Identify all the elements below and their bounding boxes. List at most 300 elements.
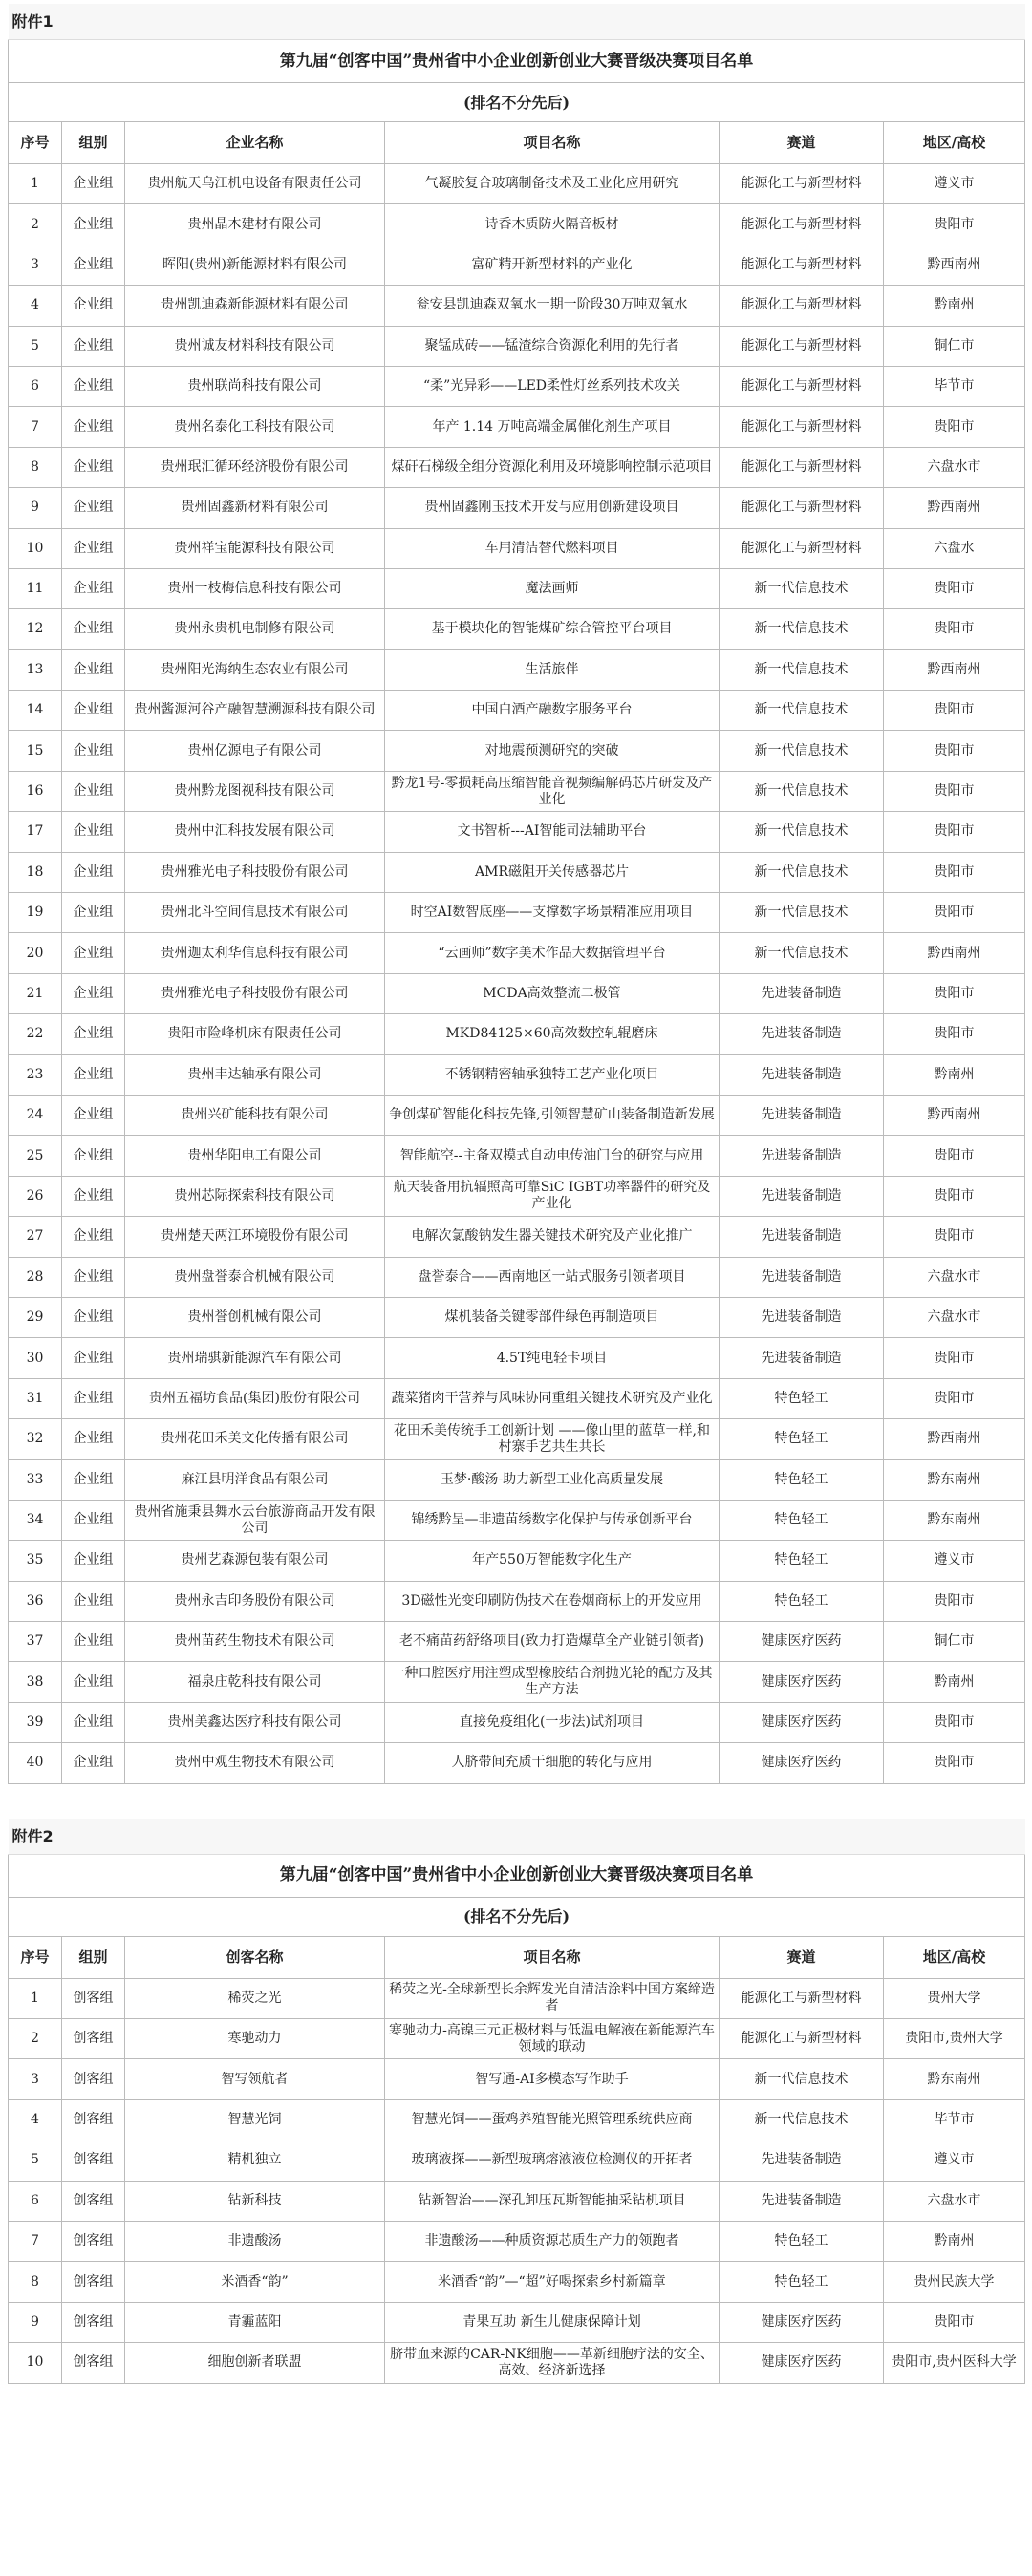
cell-project: 黔龙1号-零损耗高压缩智能音视频编解码芯片研发及产业化 (385, 771, 720, 811)
table-row (9, 1378, 1025, 1418)
cell-track: 新一代信息技术 (720, 649, 884, 690)
cell-project: 魔法画师 (385, 568, 720, 608)
cell-region: 贵阳市 (884, 771, 1025, 811)
table-row (9, 1581, 1025, 1621)
cell-group: 企业组 (62, 1662, 125, 1702)
cell-track: 先进装备制造 (720, 2181, 884, 2221)
cell-track: 新一代信息技术 (720, 2059, 884, 2099)
cell-name: 贵州兴矿能科技有限公司 (125, 1095, 385, 1135)
table-row (9, 366, 1025, 406)
cell-track: 特色轻工 (720, 2221, 884, 2261)
cell-project: 锦绣黔呈—非遗苗绣数字化保护与传承创新平台 (385, 1500, 720, 1540)
table-row (9, 731, 1025, 771)
cell-project: 米酒香“韵”—“超”好喝探索乡村新篇章 (385, 2262, 720, 2302)
table-row (9, 568, 1025, 608)
cell-region: 贵阳市 (884, 973, 1025, 1013)
cell-track: 特色轻工 (720, 1500, 884, 1540)
cell-project: 脐带血来源的CAR-NK细胞——革新细胞疗法的安全、高效、经济新选择 (385, 2343, 720, 2383)
cell-name: 贵州迦太利华信息科技有限公司 (125, 933, 385, 973)
cell-track: 能源化工与新型材料 (720, 245, 884, 285)
cell-index: 23 (9, 1054, 62, 1095)
table-row (9, 1622, 1025, 1662)
cell-name: 贵州省施秉县舞水云台旅游商品开发有限公司 (125, 1500, 385, 1540)
cell-group: 企业组 (62, 812, 125, 852)
cell-track: 能源化工与新型材料 (720, 488, 884, 528)
cell-name: 贵州五福坊食品(集团)股份有限公司 (125, 1378, 385, 1418)
cell-track: 能源化工与新型材料 (720, 528, 884, 568)
cell-name: 贵州凯迪森新能源材料有限公司 (125, 286, 385, 326)
table-row (9, 2343, 1025, 2383)
cell-group: 企业组 (62, 407, 125, 447)
table-row (9, 2302, 1025, 2342)
cell-project: 直接免疫组化(一步法)试剂项目 (385, 1702, 720, 1742)
table-row (9, 771, 1025, 811)
cell-group: 企业组 (62, 1136, 125, 1176)
cell-name: 贵州美鑫达医疗科技有限公司 (125, 1702, 385, 1742)
table-row (9, 1176, 1025, 1216)
cell-index: 38 (9, 1662, 62, 1702)
cell-index: 10 (9, 2343, 62, 2383)
cell-index: 27 (9, 1217, 62, 1257)
cell-region: 黔东南州 (884, 2059, 1025, 2099)
cell-track: 健康医疗医药 (720, 2343, 884, 2383)
cell-region: 贵阳市 (884, 852, 1025, 892)
cell-project: 聚锰成砖——锰渣综合资源化利用的先行者 (385, 326, 720, 366)
cell-group: 企业组 (62, 1297, 125, 1337)
cell-index: 14 (9, 691, 62, 731)
cell-name: 贵州中汇科技发展有限公司 (125, 812, 385, 852)
cell-project: 航天装备用抗辐照高可靠SiC IGBT功率器件的研究及产业化 (385, 1176, 720, 1216)
cell-track: 新一代信息技术 (720, 731, 884, 771)
sheet (8, 4, 1024, 2384)
cell-region: 黔西南州 (884, 1095, 1025, 1135)
cell-project: 不锈钢精密轴承独特工艺产业化项目 (385, 1054, 720, 1095)
cell-track: 新一代信息技术 (720, 691, 884, 731)
table-row (9, 649, 1025, 690)
cell-group: 企业组 (62, 1581, 125, 1621)
cell-project: 寒驰动力-高镍三元正极材料与低温电解液在新能源汽车领域的联动 (385, 2019, 720, 2059)
cell-group: 企业组 (62, 286, 125, 326)
cell-region: 六盘水 (884, 528, 1025, 568)
table-row (9, 1702, 1025, 1742)
cell-group: 企业组 (62, 1500, 125, 1540)
cell-region: 贵阳市 (884, 2302, 1025, 2342)
cell-track: 新一代信息技术 (720, 568, 884, 608)
table-row (9, 286, 1025, 326)
header-track: 赛道 (720, 122, 884, 164)
cell-group: 企业组 (62, 326, 125, 366)
annex1-subtitle: (排名不分先后) (9, 83, 1025, 122)
cell-project: 贵州固鑫刚玉技术开发与应用创新建设项目 (385, 488, 720, 528)
cell-group: 创客组 (62, 2059, 125, 2099)
annex1-title: 第九届“创客中国”贵州省中小企业创新创业大赛晋级决赛项目名单 (9, 40, 1025, 83)
cell-name: 贵州永贵机电制修有限公司 (125, 609, 385, 649)
cell-group: 创客组 (62, 2019, 125, 2059)
cell-name: 钻新科技 (125, 2181, 385, 2221)
cell-group: 企业组 (62, 1541, 125, 1581)
cell-index: 6 (9, 366, 62, 406)
cell-project: “云画师”数字美术作品大数据管理平台 (385, 933, 720, 973)
cell-project: MKD84125×60高效数控轧辊磨床 (385, 1014, 720, 1054)
table-row (9, 2181, 1025, 2221)
cell-name: 贵州华阳电工有限公司 (125, 1136, 385, 1176)
cell-track: 特色轻工 (720, 1378, 884, 1418)
cell-region: 黔西南州 (884, 245, 1025, 285)
table-row (9, 164, 1025, 204)
cell-name: 贵州中观生物技术有限公司 (125, 1743, 385, 1783)
cell-region: 黔南州 (884, 1054, 1025, 1095)
cell-index: 28 (9, 1257, 62, 1297)
cell-name: 贵州一枝梅信息科技有限公司 (125, 568, 385, 608)
cell-track: 健康医疗医药 (720, 1702, 884, 1742)
table-row (9, 1978, 1025, 2018)
cell-name: 贵州誉创机械有限公司 (125, 1297, 385, 1337)
cell-track: 新一代信息技术 (720, 812, 884, 852)
cell-index: 9 (9, 488, 62, 528)
cell-region: 贵阳市 (884, 609, 1025, 649)
table-row (9, 1014, 1025, 1054)
cell-track: 先进装备制造 (720, 1054, 884, 1095)
cell-project: 争创煤矿智能化科技先锋,引领智慧矿山装备制造新发展 (385, 1095, 720, 1135)
cell-name: 稀荧之光 (125, 1978, 385, 2018)
cell-track: 先进装备制造 (720, 2140, 884, 2181)
cell-project: 老不痛苗药舒络项目(致力打造爆草全产业链引领者) (385, 1622, 720, 1662)
cell-region: 贵州民族大学 (884, 2262, 1025, 2302)
cell-track: 能源化工与新型材料 (720, 2019, 884, 2059)
cell-project: 煤矸石梯级全组分资源化利用及环境影响控制示范项目 (385, 447, 720, 487)
table-row (9, 1095, 1025, 1135)
cell-group: 企业组 (62, 1743, 125, 1783)
cell-track: 能源化工与新型材料 (720, 286, 884, 326)
cell-group: 企业组 (62, 1702, 125, 1742)
cell-group: 企业组 (62, 1622, 125, 1662)
cell-index: 36 (9, 1581, 62, 1621)
table-row (9, 204, 1025, 245)
cell-project: 玻璃液探——新型玻璃熔液液位检测仪的开拓者 (385, 2140, 720, 2181)
table-row (9, 488, 1025, 528)
table-row (9, 407, 1025, 447)
cell-region: 铜仁市 (884, 326, 1025, 366)
table-row (9, 1419, 1025, 1459)
cell-track: 新一代信息技术 (720, 893, 884, 933)
annex2-subtitle: (排名不分先后) (9, 1897, 1025, 1936)
cell-project: 智能航空--主备双模式自动电传油门台的研究与应用 (385, 1136, 720, 1176)
annex1-table (8, 4, 1025, 1784)
cell-project: 非遗酸汤——种质资源芯质生产力的领跑者 (385, 2221, 720, 2261)
cell-index: 10 (9, 528, 62, 568)
cell-track: 能源化工与新型材料 (720, 204, 884, 245)
table-row (9, 609, 1025, 649)
cell-region: 黔南州 (884, 2221, 1025, 2261)
cell-project: 4.5T纯电轻卡项目 (385, 1338, 720, 1378)
cell-region: 贵阳市,贵州医科大学 (884, 2343, 1025, 2383)
cell-track: 能源化工与新型材料 (720, 1978, 884, 2018)
cell-name: 青霾蓝阳 (125, 2302, 385, 2342)
cell-index: 34 (9, 1500, 62, 1540)
cell-region: 贵阳市 (884, 1338, 1025, 1378)
cell-group: 企业组 (62, 164, 125, 204)
cell-name: 贵州花田禾美文化传播有限公司 (125, 1419, 385, 1459)
cell-name: 贵州晶木建材有限公司 (125, 204, 385, 245)
cell-region: 黔东南州 (884, 1500, 1025, 1540)
cell-group: 企业组 (62, 691, 125, 731)
cell-region: 黔南州 (884, 1662, 1025, 1702)
cell-index: 29 (9, 1297, 62, 1337)
cell-name: 贵州诚友材料科技有限公司 (125, 326, 385, 366)
cell-index: 19 (9, 893, 62, 933)
cell-name: 贵州航天乌江机电设备有限责任公司 (125, 164, 385, 204)
cell-index: 26 (9, 1176, 62, 1216)
cell-index: 8 (9, 2262, 62, 2302)
cell-group: 企业组 (62, 973, 125, 1013)
cell-index: 11 (9, 568, 62, 608)
cell-index: 8 (9, 447, 62, 487)
cell-index: 39 (9, 1702, 62, 1742)
header-region: 地区/高校 (884, 122, 1025, 164)
cell-group: 企业组 (62, 366, 125, 406)
cell-project: AMR磁阻开关传感器芯片 (385, 852, 720, 892)
cell-track: 新一代信息技术 (720, 771, 884, 811)
cell-track: 先进装备制造 (720, 1014, 884, 1054)
cell-region: 贵阳市 (884, 1378, 1025, 1418)
cell-name: 贵州亿源电子有限公司 (125, 731, 385, 771)
header-project: 项目名称 (385, 1936, 720, 1978)
table-row (9, 852, 1025, 892)
cell-index: 35 (9, 1541, 62, 1581)
cell-index: 3 (9, 245, 62, 285)
table-row (9, 528, 1025, 568)
table-row (9, 1459, 1025, 1500)
cell-region: 黔西南州 (884, 933, 1025, 973)
cell-index: 12 (9, 609, 62, 649)
cell-project: 玉梦·酸汤-助力新型工业化高质量发展 (385, 1459, 720, 1500)
cell-index: 13 (9, 649, 62, 690)
cell-group: 企业组 (62, 893, 125, 933)
table-row (9, 812, 1025, 852)
table-row (9, 245, 1025, 285)
cell-name: 福泉庄乾科技有限公司 (125, 1662, 385, 1702)
cell-index: 20 (9, 933, 62, 973)
cell-index: 6 (9, 2181, 62, 2221)
cell-project: 青果互助 新生儿健康保障计划 (385, 2302, 720, 2342)
cell-group: 企业组 (62, 609, 125, 649)
cell-region: 贵州大学 (884, 1978, 1025, 2018)
cell-track: 新一代信息技术 (720, 609, 884, 649)
header-project: 项目名称 (385, 122, 720, 164)
table-row (9, 691, 1025, 731)
cell-region: 贵阳市 (884, 691, 1025, 731)
cell-track: 先进装备制造 (720, 1217, 884, 1257)
cell-track: 特色轻工 (720, 1581, 884, 1621)
cell-group: 企业组 (62, 204, 125, 245)
cell-region: 贵阳市 (884, 1743, 1025, 1783)
cell-project: 一种口腔医疗用注塑成型橡胶结合剂抛光轮的配方及其生产方法 (385, 1662, 720, 1702)
table-row (9, 1743, 1025, 1783)
cell-project: 钻新智治——深孔卸压瓦斯智能抽采钻机项目 (385, 2181, 720, 2221)
cell-region: 铜仁市 (884, 1622, 1025, 1662)
cell-group: 创客组 (62, 2343, 125, 2383)
table-row (9, 2019, 1025, 2059)
cell-region: 遵义市 (884, 1541, 1025, 1581)
cell-project: 人脐带间充质干细胞的转化与应用 (385, 1743, 720, 1783)
cell-track: 先进装备制造 (720, 1338, 884, 1378)
table-row (9, 1541, 1025, 1581)
cell-index: 9 (9, 2302, 62, 2342)
cell-group: 创客组 (62, 2262, 125, 2302)
cell-region: 贵阳市 (884, 1581, 1025, 1621)
cell-project: “柔”光异彩——LED柔性灯丝系列技术攻关 (385, 366, 720, 406)
cell-region: 贵阳市 (884, 407, 1025, 447)
cell-region: 黔西南州 (884, 488, 1025, 528)
cell-group: 企业组 (62, 447, 125, 487)
cell-region: 六盘水市 (884, 1297, 1025, 1337)
table-row (9, 1500, 1025, 1540)
cell-region: 黔南州 (884, 286, 1025, 326)
cell-region: 贵阳市 (884, 812, 1025, 852)
cell-group: 创客组 (62, 1978, 125, 2018)
cell-index: 1 (9, 164, 62, 204)
cell-region: 六盘水市 (884, 447, 1025, 487)
cell-track: 新一代信息技术 (720, 933, 884, 973)
cell-region: 贵阳市 (884, 731, 1025, 771)
cell-group: 创客组 (62, 2302, 125, 2342)
cell-group: 企业组 (62, 771, 125, 811)
cell-index: 2 (9, 2019, 62, 2059)
cell-group: 企业组 (62, 731, 125, 771)
table-row (9, 1297, 1025, 1337)
cell-name: 米酒香“韵” (125, 2262, 385, 2302)
cell-project: 时空AI数智底座——支撑数字场景精准应用项目 (385, 893, 720, 933)
header-region: 地区/高校 (884, 1936, 1025, 1978)
cell-index: 1 (9, 1978, 62, 2018)
cell-index: 7 (9, 2221, 62, 2261)
cell-name: 贵州雅光电子科技股份有限公司 (125, 973, 385, 1013)
cell-index: 33 (9, 1459, 62, 1500)
table-row (9, 893, 1025, 933)
cell-name: 贵州苗药生物技术有限公司 (125, 1622, 385, 1662)
cell-project: 花田禾美传统手工创新计划 ——像山里的蓝草一样,和村寨手艺共生共长 (385, 1419, 720, 1459)
cell-track: 先进装备制造 (720, 1136, 884, 1176)
header-group: 组别 (62, 1936, 125, 1978)
cell-region: 贵阳市 (884, 1014, 1025, 1054)
cell-index: 24 (9, 1095, 62, 1135)
cell-track: 先进装备制造 (720, 1095, 884, 1135)
annex2-header-row (9, 1936, 1025, 1978)
cell-region: 贵阳市 (884, 568, 1025, 608)
spacer (8, 1784, 1024, 1819)
header-maker: 创客名称 (125, 1936, 385, 1978)
cell-name: 贵州北斗空间信息技术有限公司 (125, 893, 385, 933)
cell-index: 31 (9, 1378, 62, 1418)
cell-region: 黔西南州 (884, 1419, 1025, 1459)
cell-track: 新一代信息技术 (720, 2099, 884, 2140)
cell-index: 17 (9, 812, 62, 852)
cell-name: 贵州楚天两江环境股份有限公司 (125, 1217, 385, 1257)
cell-project: 车用清洁替代燃料项目 (385, 528, 720, 568)
cell-project: 年产 1.14 万吨高端金属催化剂生产项目 (385, 407, 720, 447)
table-row (9, 1257, 1025, 1297)
cell-project: 智写通-AI多模态写作助手 (385, 2059, 720, 2099)
cell-region: 六盘水市 (884, 2181, 1025, 2221)
cell-name: 贵州酱源河谷产融智慧溯源科技有限公司 (125, 691, 385, 731)
cell-group: 企业组 (62, 933, 125, 973)
cell-region: 黔西南州 (884, 649, 1025, 690)
cell-group: 企业组 (62, 1176, 125, 1216)
cell-track: 能源化工与新型材料 (720, 407, 884, 447)
annex2-title: 第九届“创客中国”贵州省中小企业创新创业大赛晋级决赛项目名单 (9, 1854, 1025, 1897)
annex2-label: 附件2 (9, 1819, 1025, 1855)
cell-index: 15 (9, 731, 62, 771)
cell-track: 特色轻工 (720, 1419, 884, 1459)
header-company: 企业名称 (125, 122, 385, 164)
cell-group: 企业组 (62, 1338, 125, 1378)
cell-project: 中国白酒产融数字服务平台 (385, 691, 720, 731)
cell-project: 年产550万智能数字化生产 (385, 1541, 720, 1581)
cell-index: 5 (9, 326, 62, 366)
cell-project: 对地震预测研究的突破 (385, 731, 720, 771)
cell-name: 贵州固鑫新材料有限公司 (125, 488, 385, 528)
cell-project: 电解次氯酸钠发生器关键技术研究及产业化推广 (385, 1217, 720, 1257)
cell-region: 黔东南州 (884, 1459, 1025, 1500)
cell-name: 贵州瑞骐新能源汽车有限公司 (125, 1338, 385, 1378)
cell-group: 企业组 (62, 1014, 125, 1054)
cell-name: 细胞创新者联盟 (125, 2343, 385, 2383)
table-row (9, 2059, 1025, 2099)
cell-index: 40 (9, 1743, 62, 1783)
header-index: 序号 (9, 1936, 62, 1978)
cell-track: 先进装备制造 (720, 1257, 884, 1297)
cell-name: 智写领航者 (125, 2059, 385, 2099)
cell-index: 21 (9, 973, 62, 1013)
cell-name: 贵州联尚科技有限公司 (125, 366, 385, 406)
table-row (9, 2221, 1025, 2261)
cell-index: 32 (9, 1419, 62, 1459)
cell-track: 能源化工与新型材料 (720, 447, 884, 487)
table-row (9, 447, 1025, 487)
table-row (9, 1217, 1025, 1257)
cell-region: 贵阳市 (884, 204, 1025, 245)
cell-project: 稀荧之光-全球新型长余辉发光自清洁涂料中国方案缔造者 (385, 1978, 720, 2018)
cell-name: 贵州艺森源包装有限公司 (125, 1541, 385, 1581)
cell-project: 气凝胶复合玻璃制备技术及工业化应用研究 (385, 164, 720, 204)
cell-project: 生活旅伴 (385, 649, 720, 690)
cell-project: 瓮安县凯迪森双氧水一期一阶段30万吨双氧水 (385, 286, 720, 326)
cell-name: 贵阳市险峰机床有限责任公司 (125, 1014, 385, 1054)
cell-index: 7 (9, 407, 62, 447)
cell-name: 贵州盘誉泰合机械有限公司 (125, 1257, 385, 1297)
cell-track: 新一代信息技术 (720, 852, 884, 892)
cell-track: 健康医疗医药 (720, 1662, 884, 1702)
cell-name: 贵州丰达轴承有限公司 (125, 1054, 385, 1095)
header-index: 序号 (9, 122, 62, 164)
cell-project: 基于模块化的智能煤矿综合管控平台项目 (385, 609, 720, 649)
table-row (9, 973, 1025, 1013)
cell-group: 创客组 (62, 2181, 125, 2221)
spacer-table (8, 1784, 1024, 1819)
cell-track: 先进装备制造 (720, 1176, 884, 1216)
cell-name: 贵州阳光海纳生态农业有限公司 (125, 649, 385, 690)
header-track: 赛道 (720, 1936, 884, 1978)
cell-region: 毕节市 (884, 2099, 1025, 2140)
cell-region: 遵义市 (884, 2140, 1025, 2181)
table-row (9, 1136, 1025, 1176)
cell-region: 贵阳市,贵州大学 (884, 2019, 1025, 2059)
cell-project: 3D磁性光变印刷防伪技术在卷烟商标上的开发应用 (385, 1581, 720, 1621)
annex1-label: 附件1 (9, 4, 1025, 40)
cell-name: 贵州永吉印务股份有限公司 (125, 1581, 385, 1621)
cell-name: 精机独立 (125, 2140, 385, 2181)
cell-index: 3 (9, 2059, 62, 2099)
